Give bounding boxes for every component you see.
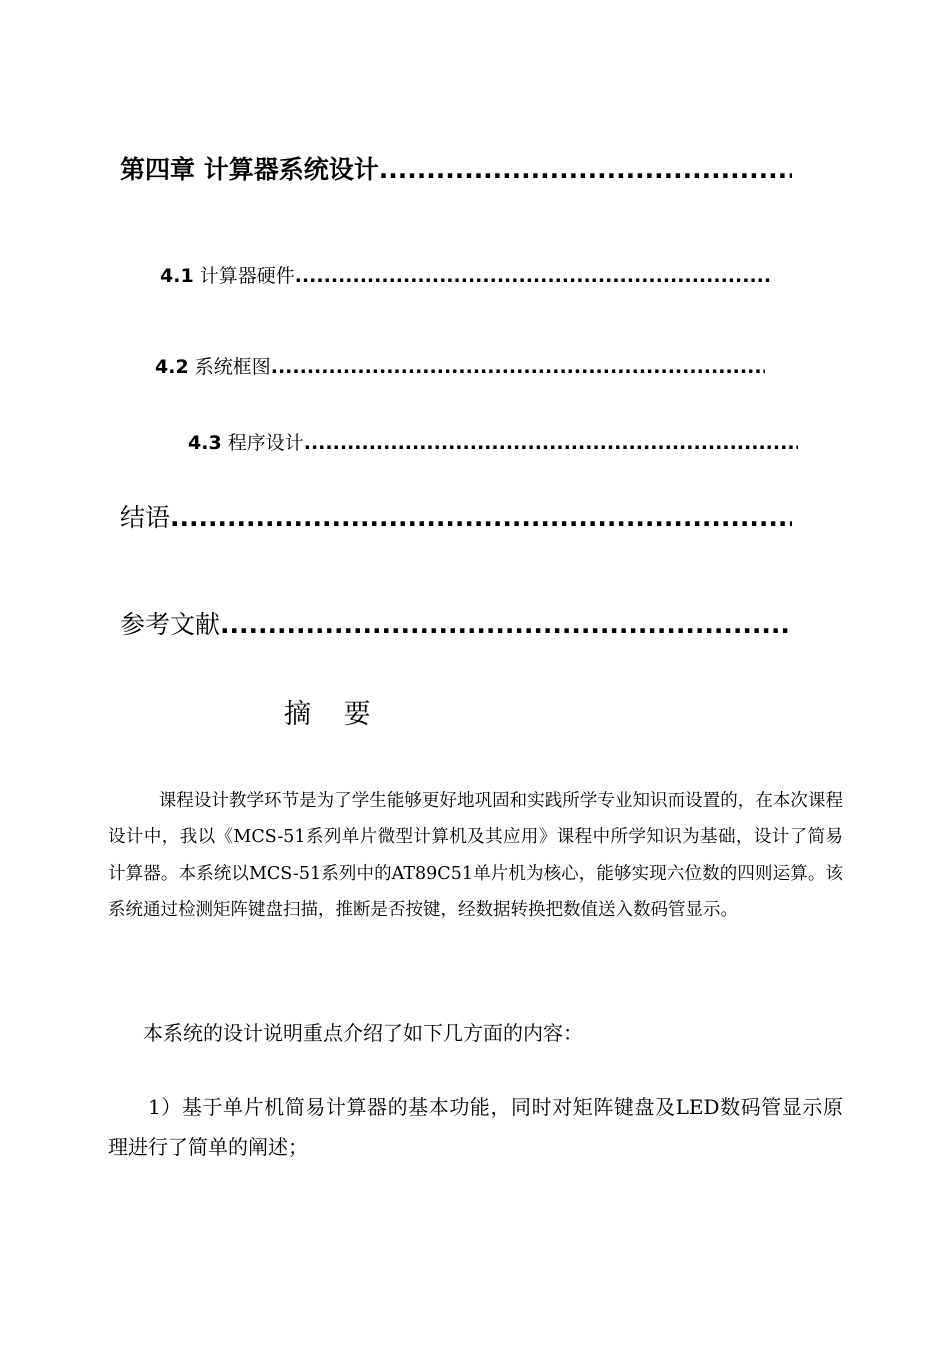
toc-4-1-number: 4.1: [160, 265, 194, 287]
toc-entry-4-2: [155, 352, 765, 379]
toc-4-3-number: 4.3: [188, 432, 222, 454]
toc-4-2-number: 4.2: [155, 356, 189, 378]
toc-leader-dots: [295, 265, 770, 287]
toc-4-2-title: 系统框图: [194, 356, 271, 378]
toc-4-3-title: 程序设计: [227, 432, 304, 454]
toc-chapter4-title: 第四章 计算器系统设计: [120, 155, 379, 184]
toc-leader-dots: [170, 503, 792, 532]
toc-leader-dots: [271, 356, 765, 378]
abstract-item-1: 1）基于单片机简易计算器的基本功能，同时对矩阵键盘及LED数码管显示原理进行了简单的阐述；: [108, 1095, 843, 1159]
toc-4-1-title: 计算器硬件: [199, 265, 295, 287]
abstract-body-paragraph: 课程设计教学环节是为了学生能够更好地巩固和实践所学专业知识而设置的，在本次课程设计中，我以《MCS-51系列单片微型计算机及其应用》课程中所学知识为基础，设计了简易计算器。本系统以MCS-51系列中的AT89C51单片机为核心，能够实现六位数的四则运算。该系统通过检测矩阵键盘扫描，推断是否按键，经数据转换把数值送入数码管显示。: [108, 790, 843, 920]
toc-entry-references: [120, 605, 792, 641]
abstract-heading: 摘 要: [284, 699, 383, 730]
toc-entry-4-1: [160, 261, 770, 288]
toc-conclusion-title: 结语: [120, 503, 171, 532]
toc-leader-dots: [220, 610, 792, 639]
toc-references-title: 参考文献: [120, 610, 221, 639]
toc-entry-4-3: [188, 428, 798, 455]
toc-leader-dots: [304, 432, 798, 454]
abstract-intro-line: 本系统的设计说明重点介绍了如下几方面的内容：: [143, 1021, 583, 1045]
toc-leader-dots: [379, 155, 792, 184]
toc-entry-chapter4: [120, 150, 792, 186]
toc-entry-conclusion: [120, 498, 792, 534]
